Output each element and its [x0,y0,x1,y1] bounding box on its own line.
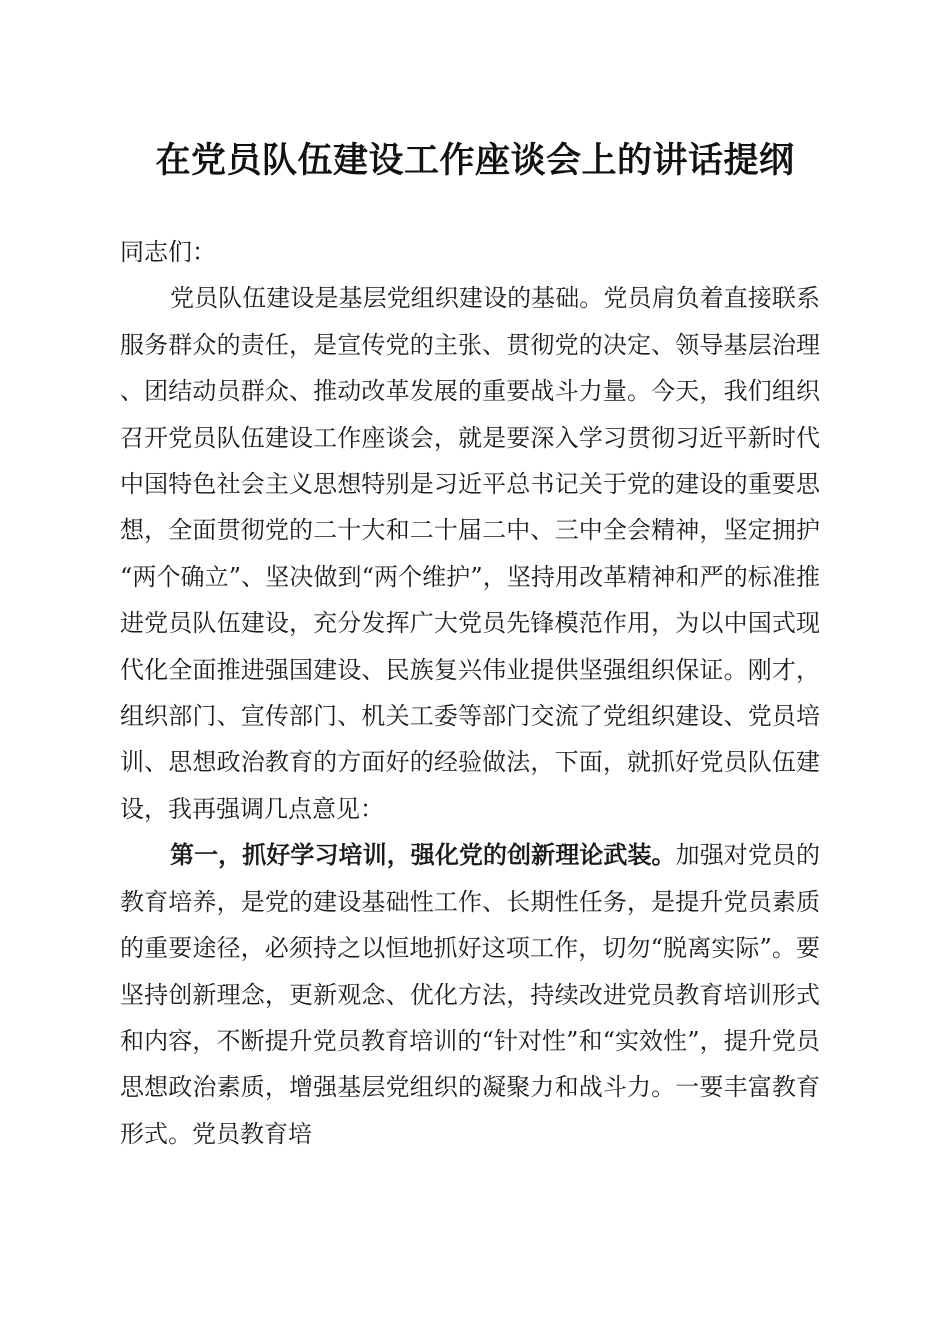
document-body [120,229,820,1157]
paragraph-section-1 [120,832,820,1157]
section-1-heading: 第一，抓好学习培训，强化党的创新理论武装。 [170,840,676,870]
salutation: 同志们： [120,238,216,266]
section-1-text: 加强对党员的教育培养，是党的建设基础性工作、长期性任务，是提升党员素质的重要途径，必须持之以恒地抓好这项工作，切勿“脱离实际”。要坚持创新理念，更新观念、优化方法，持续改进党员教育培训形式和内容，不断提升党员教育培训的“针对性”和“实效性”，提升党员思想政治素质，增强基层党组织的凝聚力和战斗力。一要丰富教育形式。党员教育培 [120,841,821,1148]
document-title: 在党员队伍建设工作座谈会上的讲话提纲 [155,140,795,181]
paragraph-intro: 党员队伍建设是基层党组织建设的基础。党员肩负着直接联系服务群众的责任，是宣传党的主张、贯彻党的决定、领导基层治理、团结动员群众、推动改革发展的重要战斗力量。今天，我们组织召开党员队伍建设工作座谈会，就是要深入学习贯彻习近平新时代中国特色社会主义思想特别是习近平总书记关于党的建设的重要思想，全面贯彻党的二十大和二十届二中、三中全会精神，坚定拥护“两个确立”、坚决做到“两个维护”，坚持用改革精神和严的标准推进党员队伍建设，充分发挥广大党员先锋模范作用，为以中国式现代化全面推进强国建设、民族复兴伟业提供坚强组织保证。刚才，组织部门、宣传部门、机关工委等部门交流了党组织建设、党员培训、思想政治教育的方面好的经验做法，下面，就抓好党员队伍建设，我再强调几点意见： [120,284,820,823]
